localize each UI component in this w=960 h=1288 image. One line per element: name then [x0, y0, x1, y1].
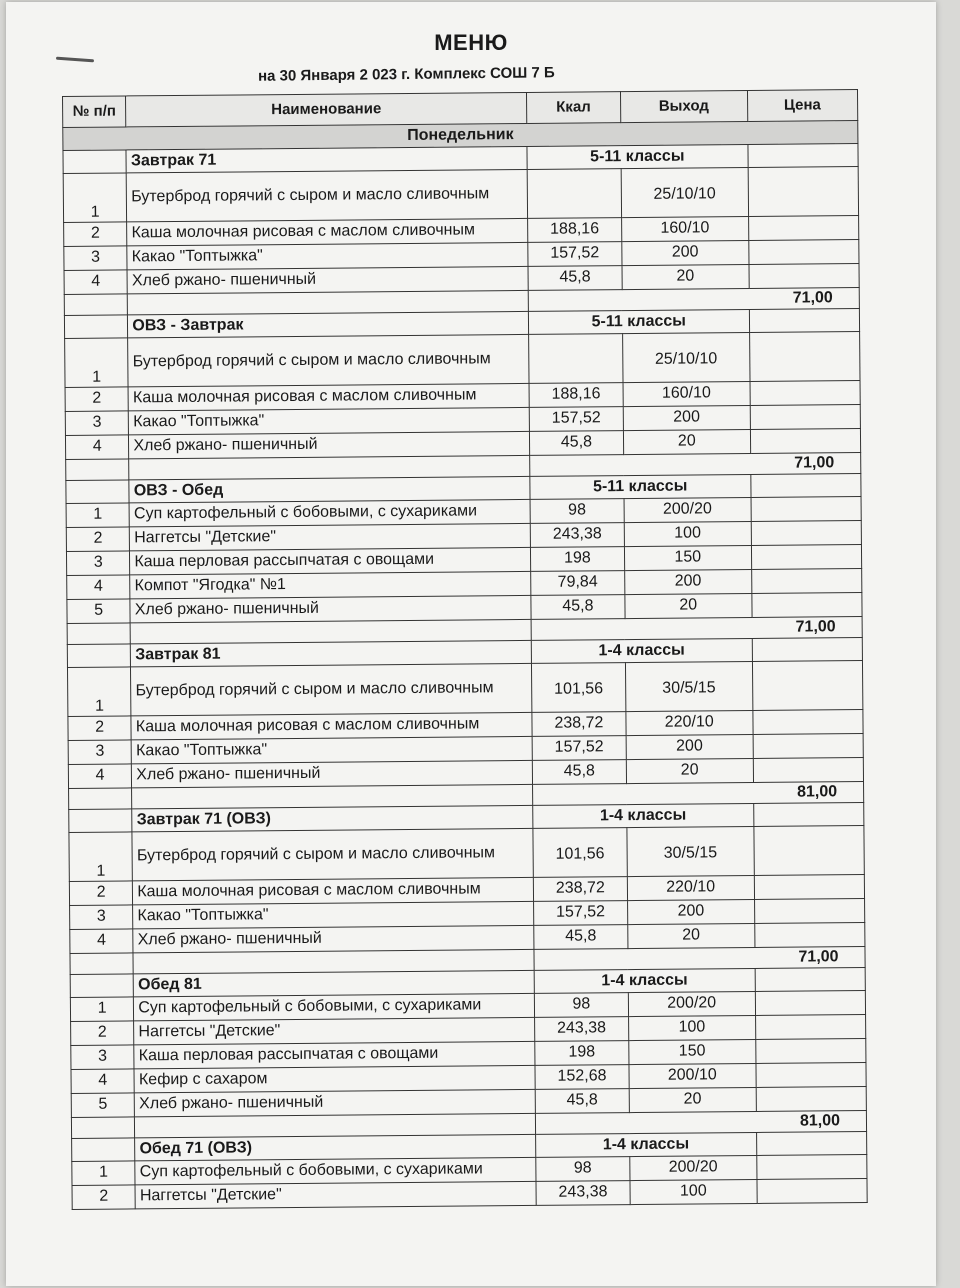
item-price: [755, 1015, 866, 1040]
item-kcal: 79,84: [531, 571, 625, 596]
item-number: 4: [64, 270, 128, 295]
pen-mark: [56, 57, 94, 63]
item-name: Суп картофельный с бобовыми, с сухариками: [129, 499, 530, 526]
item-output: 150: [624, 546, 751, 571]
item-price: [754, 875, 865, 900]
item-kcal: 157,52: [532, 736, 626, 761]
item-price: [754, 826, 865, 876]
item-kcal: 98: [530, 499, 624, 524]
item-name: Хлеб ржано- пшеничный: [129, 431, 530, 458]
item-output: 150: [629, 1039, 756, 1064]
item-output: 200: [625, 570, 752, 595]
item-number: 2: [65, 387, 129, 412]
item-number: 4: [70, 929, 134, 954]
section-grade: 5-11 классы: [530, 475, 751, 500]
total-no-cell: [71, 1117, 135, 1139]
item-name: Какао "Топтыжка": [133, 901, 534, 928]
item-kcal: 198: [535, 1041, 629, 1066]
item-name: Хлеб ржано- пшеничный: [127, 266, 528, 293]
item-name: Суп картофельный с бобовыми, с сухариками: [134, 993, 535, 1020]
item-price: [756, 1155, 867, 1180]
item-kcal: 45,8: [528, 266, 622, 291]
item-name: Бутерброд горячий с сыром и масло сливочным: [131, 663, 532, 715]
item-number: 2: [66, 527, 130, 552]
item-name: Бутерброд горячий с сыром и масло сливочным: [127, 169, 528, 221]
item-number: 4: [71, 1069, 135, 1094]
item-name: Хлеб ржано- пшеничный: [133, 925, 534, 952]
item-kcal: 45,8: [531, 595, 625, 620]
item-kcal: [527, 169, 621, 219]
item-kcal: 98: [536, 1157, 630, 1182]
item-number: 1: [72, 1161, 136, 1186]
item-price: [755, 991, 866, 1016]
total-no-cell: [66, 459, 130, 481]
section-no-cell: [63, 150, 127, 174]
item-price: [748, 167, 859, 217]
item-output: 20: [628, 923, 755, 948]
item-kcal: 45,8: [529, 431, 623, 456]
menu-table-body: [63, 121, 867, 1210]
section-title: Завтрак 71: [126, 146, 527, 172]
item-output: 20: [625, 594, 752, 619]
item-kcal: 101,56: [531, 663, 625, 713]
item-kcal: 238,72: [532, 712, 626, 737]
item-name: Каша молочная рисовая с маслом сливочным: [131, 712, 532, 739]
item-kcal: 238,72: [533, 877, 627, 902]
item-kcal: 101,56: [533, 828, 627, 878]
item-name: Каша молочная рисовая с маслом сливочным: [127, 218, 528, 245]
item-number: 3: [68, 740, 132, 765]
section-grade: 5-11 классы: [527, 145, 748, 170]
section-price-cell: [749, 309, 860, 333]
item-number: 2: [69, 881, 133, 906]
section-grade: 1-4 классы: [533, 803, 754, 828]
total-no-cell: [70, 953, 134, 975]
item-output: 20: [623, 430, 750, 455]
menu-subtitle: на 30 Января 2 023 г. Комплекс СОШ 7 Б: [257, 64, 555, 85]
item-number: 2: [64, 222, 128, 247]
col-header-out: Выход: [620, 91, 747, 123]
item-output: 100: [628, 1015, 755, 1040]
item-price: [751, 497, 862, 522]
item-output: 20: [622, 265, 749, 290]
section-price-cell: [748, 144, 859, 168]
item-price: [755, 1039, 866, 1064]
item-price: [754, 923, 865, 948]
item-output: 200: [626, 734, 753, 759]
section-price-cell: [756, 1132, 867, 1156]
item-output: 200/10: [629, 1063, 756, 1088]
item-number: 5: [71, 1093, 135, 1118]
item-output: 20: [626, 758, 753, 783]
item-number: 1: [69, 832, 133, 882]
section-total-price: 71,00: [528, 288, 859, 312]
item-kcal: 188,16: [529, 383, 623, 408]
total-no-cell: [69, 788, 133, 810]
item-output: 30/5/15: [627, 826, 754, 876]
item-kcal: 45,8: [532, 760, 626, 785]
item-price: [751, 545, 862, 570]
item-kcal: [529, 334, 623, 384]
item-name: Наггетсы "Детские": [135, 1181, 536, 1208]
item-number: 1: [66, 503, 130, 528]
table-row: [67, 661, 862, 717]
item-name: Компот "Ягодка" №1: [130, 571, 531, 598]
item-price: [752, 710, 863, 735]
item-output: 160/10: [623, 382, 750, 407]
col-header-price: Цена: [747, 90, 858, 122]
item-number: 2: [71, 1021, 135, 1046]
table-row: [69, 826, 864, 882]
item-kcal: 45,8: [534, 925, 628, 950]
section-total-price: 71,00: [530, 453, 861, 477]
section-title: ОВЗ - Завтрак: [128, 311, 529, 337]
item-name: Каша молочная рисовая с маслом сливочным: [133, 877, 534, 904]
item-name: Какао "Топтыжка": [127, 242, 528, 269]
section-title: ОВЗ - Обед: [129, 476, 530, 502]
section-price-cell: [755, 968, 866, 992]
item-output: 25/10/10: [623, 333, 750, 383]
item-output: 220/10: [626, 710, 753, 735]
section-title: Завтрак 71 (ОВЗ): [132, 805, 533, 831]
item-output: 200/20: [628, 991, 755, 1016]
item-price: [756, 1063, 867, 1088]
item-price: [754, 899, 865, 924]
item-output: 100: [630, 1179, 757, 1204]
item-number: 4: [67, 575, 131, 600]
item-kcal: 198: [530, 547, 624, 572]
col-header-name: Наименование: [126, 92, 527, 126]
section-grade: 1-4 классы: [535, 1132, 756, 1157]
item-name: Бутерброд горячий с сыром и масло сливочным: [128, 334, 529, 386]
section-price-cell: [752, 638, 863, 662]
item-kcal: 188,16: [527, 218, 621, 243]
item-name: Кефир с сахаром: [134, 1065, 535, 1092]
section-no-cell: [64, 315, 128, 339]
item-number: 5: [67, 599, 131, 624]
item-kcal: 45,8: [535, 1089, 629, 1114]
item-number: 2: [72, 1185, 136, 1210]
section-title: Завтрак 81: [131, 640, 532, 666]
menu-paper-sheet: [6, 2, 936, 1286]
item-number: 4: [65, 435, 129, 460]
section-title: Обед 71 (ОВЗ): [135, 1134, 536, 1160]
item-name: Хлеб ржано- пшеничный: [130, 595, 531, 622]
item-price: [750, 381, 861, 406]
item-name: Какао "Топтыжка": [131, 736, 532, 763]
section-grade: 1-4 классы: [531, 639, 752, 664]
item-number: 3: [70, 905, 134, 930]
item-number: 1: [65, 338, 129, 388]
item-number: 1: [67, 667, 131, 717]
item-name: Каша перловая рассыпчатая с овощами: [130, 547, 531, 574]
item-price: [752, 661, 863, 711]
item-kcal: 152,68: [535, 1065, 629, 1090]
section-no-cell: [66, 480, 130, 504]
item-number: 4: [68, 764, 132, 789]
item-price: [753, 758, 864, 783]
item-price: [749, 332, 860, 382]
item-output: 200/20: [624, 498, 751, 523]
item-kcal: 243,38: [534, 1017, 628, 1042]
item-price: [750, 405, 861, 430]
section-no-cell: [70, 974, 134, 998]
col-header-no: № п/п: [63, 96, 127, 128]
section-no-cell: [67, 644, 131, 668]
section-total-price: 71,00: [534, 947, 865, 971]
item-price: [757, 1179, 868, 1204]
item-output: 200/20: [630, 1155, 757, 1180]
item-kcal: 157,52: [533, 901, 627, 926]
item-output: 200: [622, 241, 749, 266]
item-name: Суп картофельный с бобовыми, с сухариками: [135, 1157, 536, 1184]
item-output: 30/5/15: [625, 661, 752, 711]
item-kcal: 157,52: [529, 407, 623, 432]
item-output: 25/10/10: [621, 168, 748, 218]
item-name: Хлеб ржано- пшеничный: [135, 1089, 536, 1116]
item-price: [751, 569, 862, 594]
item-output: 200: [627, 899, 754, 924]
section-grade: 5-11 классы: [528, 310, 749, 335]
item-name: Каша молочная рисовая с маслом сливочным: [128, 383, 529, 410]
total-no-cell: [64, 294, 128, 316]
item-kcal: 243,38: [536, 1181, 630, 1206]
item-price: [750, 429, 861, 454]
section-price-cell: [753, 803, 864, 827]
item-number: 2: [68, 716, 132, 741]
item-output: 100: [624, 522, 751, 547]
table-row: [65, 332, 860, 388]
item-price: [751, 521, 862, 546]
item-output: 20: [629, 1087, 756, 1112]
day-label: Понедельник: [63, 121, 858, 151]
section-grade: 1-4 классы: [534, 968, 755, 993]
item-price: [753, 734, 864, 759]
section-no-cell: [72, 1138, 136, 1162]
item-number: 1: [70, 997, 134, 1022]
item-output: 220/10: [627, 875, 754, 900]
menu-table: [62, 89, 868, 1210]
item-output: 200: [623, 406, 750, 431]
section-total-price: 81,00: [535, 1111, 866, 1135]
item-name: Каша перловая рассыпчатая с овощами: [134, 1041, 535, 1068]
item-number: 3: [65, 411, 129, 436]
item-name: Хлеб ржано- пшеничный: [132, 760, 533, 787]
item-number: 3: [71, 1045, 135, 1070]
section-title: Обед 81: [134, 970, 535, 996]
item-number: 1: [63, 173, 127, 223]
item-price: [748, 240, 859, 265]
item-price: [748, 216, 859, 241]
item-name: Наггетсы "Детские": [134, 1017, 535, 1044]
total-no-cell: [67, 623, 131, 645]
item-name: Бутерброд горячий с сыром и масло сливочным: [132, 828, 533, 880]
table-row: [63, 167, 858, 223]
item-name: Какао "Топтыжка": [129, 407, 530, 434]
page-title: МЕНЮ: [434, 30, 508, 55]
item-name: Наггетсы "Детские": [130, 523, 531, 550]
section-total-price: 71,00: [531, 617, 862, 641]
item-number: 3: [66, 551, 130, 576]
item-price: [751, 593, 862, 618]
item-kcal: 243,38: [530, 523, 624, 548]
item-number: 3: [64, 246, 128, 271]
item-kcal: 157,52: [528, 242, 622, 267]
col-header-kcal: Ккал: [526, 92, 620, 124]
item-kcal: 98: [534, 993, 628, 1018]
item-output: 160/10: [621, 217, 748, 242]
section-no-cell: [69, 809, 133, 833]
section-price-cell: [750, 474, 861, 498]
item-price: [749, 264, 860, 289]
section-total-price: 81,00: [532, 782, 863, 806]
item-price: [756, 1087, 867, 1112]
